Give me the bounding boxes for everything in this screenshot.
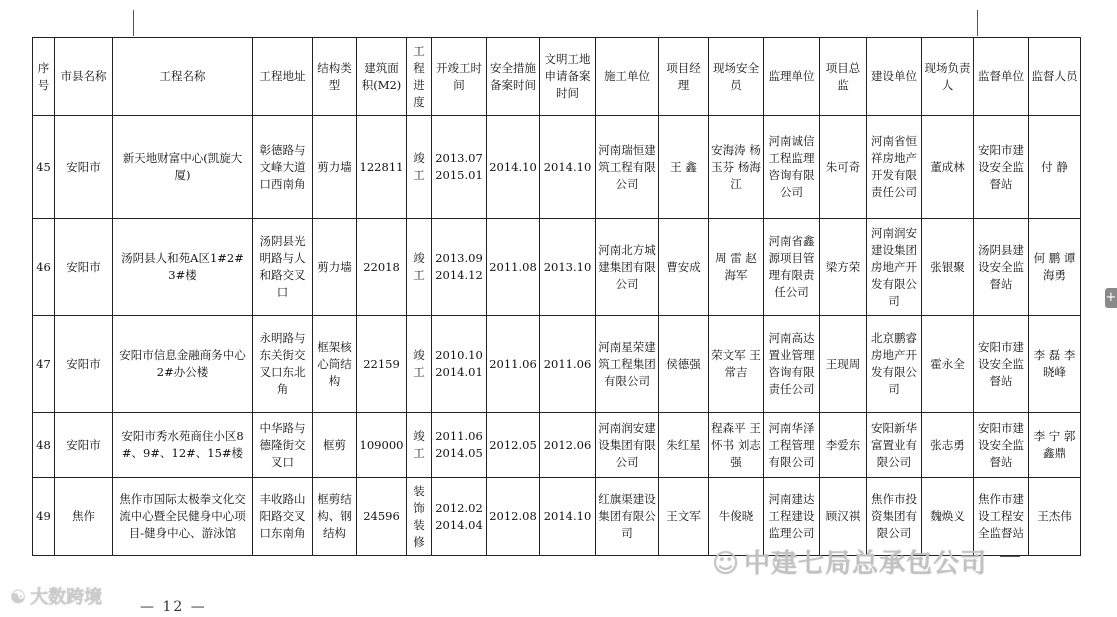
cell-progress: 竣工 — [407, 316, 432, 413]
cell-contractor: 红旗渠建设集团有限公司 — [596, 478, 659, 556]
cell-progress: 装饰装修 — [407, 478, 432, 556]
watermark-right-text: 中建七局总承包公司 — [744, 549, 988, 579]
cell-no: 46 — [33, 219, 55, 316]
cell-contractor: 河南润安建设集团有限公司 — [596, 413, 659, 478]
cell-developer: 安阳新华富置业有限公司 — [867, 413, 922, 478]
wechat-icon: ☺ — [712, 549, 741, 579]
cell-pm: 侯德强 — [659, 316, 709, 413]
cell-city: 安阳市 — [55, 219, 113, 316]
cell-contractor: 河南瑞恒建筑工程有限公司 — [596, 116, 659, 219]
cell-pm: 曹安成 — [659, 219, 709, 316]
cell-dates: 2012.02 2014.04 — [432, 478, 487, 556]
crop-mark — [977, 10, 978, 36]
cell-progress: 竣工 — [407, 116, 432, 219]
cell-inspectors: 李 宁 郭鑫鼎 — [1029, 413, 1081, 478]
header-cell: 现场安全员 — [709, 38, 764, 116]
table-row — [33, 413, 1081, 478]
cell-city: 安阳市 — [55, 316, 113, 413]
header-cell: 建设单位 — [867, 38, 922, 116]
header-cell: 工程名称 — [113, 38, 253, 116]
cell-safety-officer: 荣文军 王常吉 — [709, 316, 764, 413]
cell-structure: 剪力墙 — [313, 219, 357, 316]
header-cell: 工程进度 — [407, 38, 432, 116]
cell-chief-supervisor: 梁方荣 — [820, 219, 867, 316]
cell-chief-supervisor: 朱可奇 — [820, 116, 867, 219]
cell-structure: 剪力墙 — [313, 116, 357, 219]
cell-dates: 2013.07 2015.01 — [432, 116, 487, 219]
header-cell: 工程地址 — [253, 38, 313, 116]
cell-safety-officer: 周 雷 赵海军 — [709, 219, 764, 316]
cell-no: 49 — [33, 478, 55, 556]
cell-dates: 2010.10 2014.01 — [432, 316, 487, 413]
cell-pm: 王 鑫 — [659, 116, 709, 219]
watermark-right — [712, 543, 987, 580]
header-cell: 安全措施备案时间 — [487, 38, 540, 116]
cell-structure: 框剪 — [313, 413, 357, 478]
cell-dates: 2013.09 2014.12 — [432, 219, 487, 316]
cell-structure: 框架核心筒结构 — [313, 316, 357, 413]
header-cell: 项目经理 — [659, 38, 709, 116]
table-row — [33, 219, 1081, 316]
header-cell: 结构类型 — [313, 38, 357, 116]
cell-pm: 朱红星 — [659, 413, 709, 478]
cell-area: 22018 — [357, 219, 407, 316]
cell-safety-record: 2012.05 — [487, 413, 540, 478]
cell-safety-officer: 牛俊晓 — [709, 478, 764, 556]
cell-inspect-unit: 安阳市建设安全监督站 — [974, 316, 1029, 413]
cell-project-name: 新天地财富中心(凯旋大厦) — [113, 116, 253, 219]
header-cell: 序号 — [33, 38, 55, 116]
cell-inspectors: 李 磊 李晓峰 — [1029, 316, 1081, 413]
cell-developer: 河南省恒祥房地产开发有限责任公司 — [867, 116, 922, 219]
cell-inspectors: 王杰伟 — [1029, 478, 1081, 556]
cell-area: 24596 — [357, 478, 407, 556]
cell-area: 122811 — [357, 116, 407, 219]
cell-supervisor-unit: 河南高达置业管理咨询有限责任公司 — [764, 316, 820, 413]
header-cell: 文明工地申请备案时间 — [540, 38, 596, 116]
cell-pm: 王文军 — [659, 478, 709, 556]
cell-project-name: 安阳市信息金融商务中心2#办公楼 — [113, 316, 253, 413]
cell-civil-record: 2014.10 — [540, 116, 596, 219]
cell-no: 48 — [33, 413, 55, 478]
expand-button[interactable]: + — [1105, 288, 1117, 308]
cell-inspect-unit: 安阳市建设安全监督站 — [974, 116, 1029, 219]
cell-inspect-unit: 安阳市建设安全监督站 — [974, 413, 1029, 478]
cell-city: 安阳市 — [55, 116, 113, 219]
cell-city: 焦作 — [55, 478, 113, 556]
cell-site-manager: 董成林 — [922, 116, 974, 219]
crop-mark — [133, 10, 134, 36]
cell-site-manager: 魏焕义 — [922, 478, 974, 556]
page-number: — 12 — — [140, 599, 207, 615]
cell-chief-supervisor: 顾汉祺 — [820, 478, 867, 556]
cell-contractor: 河南北方城建集团有限公司 — [596, 219, 659, 316]
cell-address: 永明路与东关街交叉口东北角 — [253, 316, 313, 413]
header-cell: 监督人员 — [1029, 38, 1081, 116]
cell-progress: 竣工 — [407, 219, 432, 316]
cell-civil-record: 2012.06 — [540, 413, 596, 478]
cell-supervisor-unit: 河南建达工程建设监理公司 — [764, 478, 820, 556]
cell-no: 45 — [33, 116, 55, 219]
watermark-left — [10, 583, 102, 609]
cell-address: 汤阴县光明路与人和路交叉口 — [253, 219, 313, 316]
cell-dates: 2011.06 2014.05 — [432, 413, 487, 478]
cell-no: 47 — [33, 316, 55, 413]
cell-project-name: 安阳市秀水苑商住小区8#、9#、12#、15#楼 — [113, 413, 253, 478]
cell-safety-record: 2014.10 — [487, 116, 540, 219]
cell-chief-supervisor: 李爱东 — [820, 413, 867, 478]
cell-developer: 河南润安建设集团房地产开发有限公司 — [867, 219, 922, 316]
cell-address: 丰收路山阳路交叉口东南角 — [253, 478, 313, 556]
cell-chief-supervisor: 王现周 — [820, 316, 867, 413]
watermark-left-text: 大数跨境 — [30, 587, 103, 608]
cell-site-manager: 霍永全 — [922, 316, 974, 413]
cell-structure: 框剪结构、钢结构 — [313, 478, 357, 556]
cell-safety-officer: 程森平 王怀书 刘志强 — [709, 413, 764, 478]
cell-safety-record: 2011.06 — [487, 316, 540, 413]
header-cell: 建筑面积(M2) — [357, 38, 407, 116]
cell-area: 22159 — [357, 316, 407, 413]
cell-inspectors: 何 鹏 谭海勇 — [1029, 219, 1081, 316]
cell-address: 彰德路与文峰大道口西南角 — [253, 116, 313, 219]
crop-mark — [1000, 556, 1020, 557]
cell-safety-record: 2011.08 — [487, 219, 540, 316]
project-table — [32, 37, 1081, 556]
cell-project-name: 焦作市国际太极拳文化交流中心暨全民健身中心项目-健身中心、游泳馆 — [113, 478, 253, 556]
header-cell: 项目总监 — [820, 38, 867, 116]
header-cell: 施工单位 — [596, 38, 659, 116]
cell-inspect-unit: 汤阴县建设安全监督站 — [974, 219, 1029, 316]
cell-area: 109000 — [357, 413, 407, 478]
cell-safety-record: 2012.08 — [487, 478, 540, 556]
cell-supervisor-unit: 河南华泽工程管理有限公司 — [764, 413, 820, 478]
header-cell: 开竣工时间 — [432, 38, 487, 116]
cell-supervisor-unit: 河南省鑫源项目管理有限责任公司 — [764, 219, 820, 316]
cell-civil-record: 2014.10 — [540, 478, 596, 556]
header-cell: 市县名称 — [55, 38, 113, 116]
cell-site-manager: 张银聚 — [922, 219, 974, 316]
header-cell: 监理单位 — [764, 38, 820, 116]
cell-project-name: 汤阴县人和苑A区1#2#3#楼 — [113, 219, 253, 316]
header-row — [33, 38, 1081, 116]
cell-developer: 北京鹏睿房地产开发有限公司 — [867, 316, 922, 413]
cell-progress: 竣工 — [407, 413, 432, 478]
cell-safety-officer: 安海涛 杨玉芬 杨海江 — [709, 116, 764, 219]
cell-city: 安阳市 — [55, 413, 113, 478]
cell-inspectors: 付 静 — [1029, 116, 1081, 219]
cell-site-manager: 张志勇 — [922, 413, 974, 478]
cell-address: 中华路与德隆街交叉口 — [253, 413, 313, 478]
cell-civil-record: 2013.10 — [540, 219, 596, 316]
cell-contractor: 河南星荣建筑工程集团有限公司 — [596, 316, 659, 413]
cell-civil-record: 2011.06 — [540, 316, 596, 413]
table-row — [33, 116, 1081, 219]
table-row — [33, 316, 1081, 413]
cell-developer: 焦作市投资集团有限公司 — [867, 478, 922, 556]
cell-supervisor-unit: 河南诚信工程监理咨询有限公司 — [764, 116, 820, 219]
header-cell: 现场负责人 — [922, 38, 974, 116]
header-cell: 监督单位 — [974, 38, 1029, 116]
cell-inspect-unit: 焦作市建设工程安全监督站 — [974, 478, 1029, 556]
brand-logo-icon: ☯ — [10, 587, 27, 608]
